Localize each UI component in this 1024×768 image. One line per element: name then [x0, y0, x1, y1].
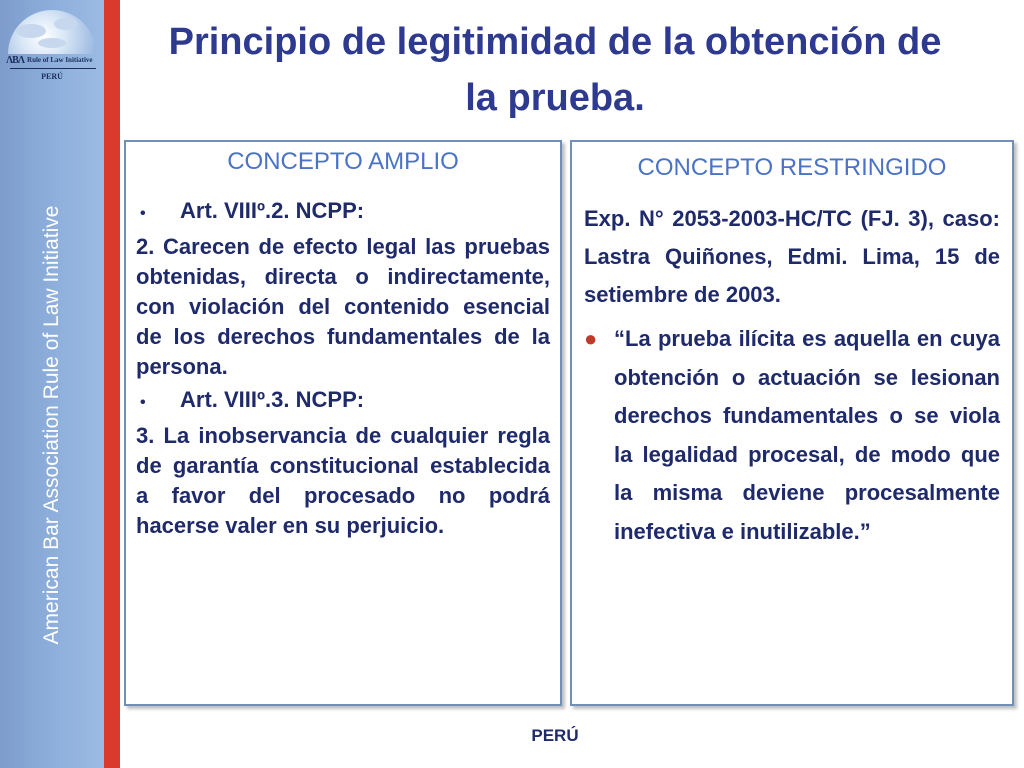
globe-icon [8, 10, 96, 54]
concepto-restringido-heading: CONCEPTO RESTRINGIDO [637, 154, 947, 181]
logo-divider [10, 68, 96, 69]
article-text: 3. La inobservancia de cualquier regla de garantía constitucional establecida a favor del procesado no podrá hacerse valer en su perjuicio. [136, 423, 550, 538]
concepto-restringido-content [572, 200, 1012, 551]
concepto-amplio-content [126, 196, 560, 541]
bullet-icon: • [140, 205, 146, 222]
logo-country: PERÚ [41, 72, 63, 81]
accent-bar [104, 0, 120, 768]
concepto-amplio-box [124, 140, 562, 706]
aba-mark: ΛBΛ [6, 54, 25, 66]
article-ref: Art. VIIIº.3. NCPP: [180, 387, 365, 412]
list-item [136, 385, 550, 418]
bullet-icon: • [140, 394, 146, 411]
bullet-icon: ● [584, 326, 598, 351]
concepto-amplio-heading: CONCEPTO AMPLIO [227, 148, 459, 175]
case-quote: “La prueba ilícita es aquella en cuya obtención o actuación se lesionan derechos fundamentales o se viola la legalidad procesal, de modo que la misma deviene procesalmente inefectiva e inutilizable.” [614, 326, 1000, 544]
concepto-restringido-box [570, 140, 1014, 706]
article-text: 2. Carecen de efecto legal las pruebas obtenidas, directa o indirectamente, con violación del contenido esencial de los derechos fundamentales de la persona. [136, 234, 550, 379]
logo-org-line [6, 54, 100, 66]
sidebar-vertical-text: American Bar Association Rule of Law Initiative [40, 205, 63, 645]
sidebar [0, 0, 104, 768]
logo-org-name: Rule of Law Initiative [27, 56, 93, 64]
footer-country: PERÚ [531, 726, 579, 745]
list-item [136, 196, 550, 229]
case-reference: Exp. N° 2053-2003-HC/TC (FJ. 3), caso: Lastra Quiñones, Edmi. Lima, 15 de setiembre de 2003. [584, 206, 1000, 307]
aba-rol-logo [2, 8, 102, 88]
slide-title: Principio de legitimidad de la obtención de la prueba. [168, 21, 942, 119]
article-ref: Art. VIIIº.2. NCPP: [180, 198, 365, 223]
list-item [584, 320, 1000, 551]
